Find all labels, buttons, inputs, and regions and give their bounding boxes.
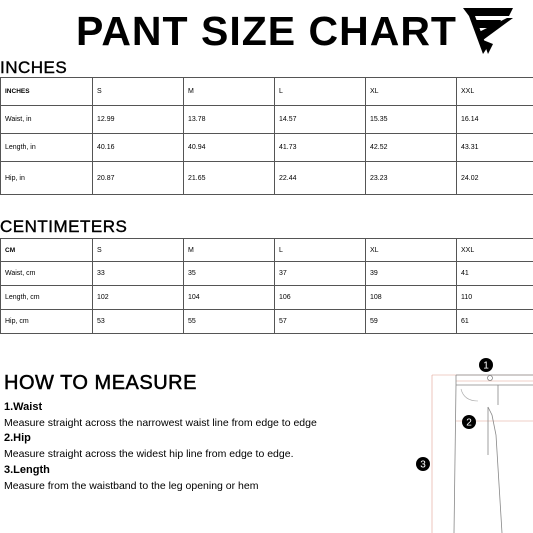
svg-text:1: 1 bbox=[483, 360, 489, 372]
page-title: PANT SIZE CHART bbox=[76, 8, 457, 54]
table-cell: 104 bbox=[184, 286, 275, 310]
table-cell: 102 bbox=[93, 286, 184, 310]
table-cell: 20.87 bbox=[93, 162, 184, 195]
table-cell: 35 bbox=[184, 262, 275, 286]
table-row bbox=[1, 134, 533, 162]
table-row bbox=[1, 286, 533, 310]
table-header-cell: L bbox=[275, 78, 366, 106]
table-row bbox=[1, 310, 533, 334]
table-cell: 43.31 bbox=[457, 134, 533, 162]
table-cell: 61 bbox=[457, 310, 533, 334]
table-header-cell: XXL bbox=[457, 239, 533, 262]
table-cell: Waist, cm bbox=[1, 262, 93, 286]
table-cell: Length, cm bbox=[1, 286, 93, 310]
table-cell: 106 bbox=[275, 286, 366, 310]
table-row bbox=[1, 262, 533, 286]
table-row bbox=[1, 162, 533, 195]
table-header-cell: XL bbox=[366, 239, 457, 262]
waist-step-text: Measure straight across the narrowest waist line from edge to edge bbox=[4, 417, 317, 429]
table-cell: 110 bbox=[457, 286, 533, 310]
inches-heading: INCHES bbox=[0, 58, 68, 77]
marker-3-icon bbox=[416, 457, 430, 471]
table-header-cell: XXL bbox=[457, 78, 533, 106]
table-cell: 39 bbox=[366, 262, 457, 286]
centimeters-table bbox=[0, 238, 533, 334]
table-cell: 12.99 bbox=[93, 106, 184, 134]
table-row bbox=[1, 106, 533, 134]
table-cell: 33 bbox=[93, 262, 184, 286]
table-header-cell: S bbox=[93, 239, 184, 262]
table-header-cell: M bbox=[184, 239, 275, 262]
length-step-text: Measure from the waistband to the leg opening or hem bbox=[4, 480, 259, 492]
table-cell: 23.23 bbox=[366, 162, 457, 195]
hip-step-text: Measure straight across the widest hip line from edge to edge. bbox=[4, 448, 294, 460]
brand-logo-icon bbox=[461, 6, 515, 56]
svg-text:3: 3 bbox=[420, 459, 426, 471]
length-step-title: 3.Length bbox=[4, 464, 50, 476]
svg-text:2: 2 bbox=[466, 417, 472, 429]
table-header-cell: L bbox=[275, 239, 366, 262]
table-header-cell: INCHES bbox=[1, 78, 93, 106]
pants-outline bbox=[454, 375, 533, 533]
centimeters-heading: CENTIMETERS bbox=[0, 217, 128, 236]
table-header-cell: S bbox=[93, 78, 184, 106]
table-cell: 40.94 bbox=[184, 134, 275, 162]
marker-2-icon bbox=[462, 415, 476, 429]
hip-step-title: 2.Hip bbox=[4, 432, 31, 444]
table-cell: 57 bbox=[275, 310, 366, 334]
table-cell: 41 bbox=[457, 262, 533, 286]
table-cell: Waist, in bbox=[1, 106, 93, 134]
table-cell: 40.16 bbox=[93, 134, 184, 162]
table-cell: 16.14 bbox=[457, 106, 533, 134]
table-cell: 13.78 bbox=[184, 106, 275, 134]
inches-table bbox=[0, 77, 533, 195]
table-header-row bbox=[1, 239, 533, 262]
table-header-cell: M bbox=[184, 78, 275, 106]
table-header-cell: CM bbox=[1, 239, 93, 262]
table-cell: 55 bbox=[184, 310, 275, 334]
table-header-row bbox=[1, 78, 533, 106]
table-cell: Hip, in bbox=[1, 162, 93, 195]
pants-measure-diagram bbox=[412, 355, 533, 533]
table-cell: 15.35 bbox=[366, 106, 457, 134]
table-cell: 22.44 bbox=[275, 162, 366, 195]
table-cell: Length, in bbox=[1, 134, 93, 162]
marker-1-icon bbox=[479, 358, 493, 372]
table-cell: 24.02 bbox=[457, 162, 533, 195]
table-header-cell: XL bbox=[366, 78, 457, 106]
table-cell: 37 bbox=[275, 262, 366, 286]
table-cell: Hip, cm bbox=[1, 310, 93, 334]
table-cell: 41.73 bbox=[275, 134, 366, 162]
waist-step-title: 1.Waist bbox=[4, 401, 43, 413]
table-cell: 59 bbox=[366, 310, 457, 334]
how-to-measure-title: HOW TO MEASURE bbox=[4, 372, 197, 394]
table-cell: 42.52 bbox=[366, 134, 457, 162]
table-cell: 21.65 bbox=[184, 162, 275, 195]
table-cell: 53 bbox=[93, 310, 184, 334]
table-cell: 14.57 bbox=[275, 106, 366, 134]
table-cell: 108 bbox=[366, 286, 457, 310]
